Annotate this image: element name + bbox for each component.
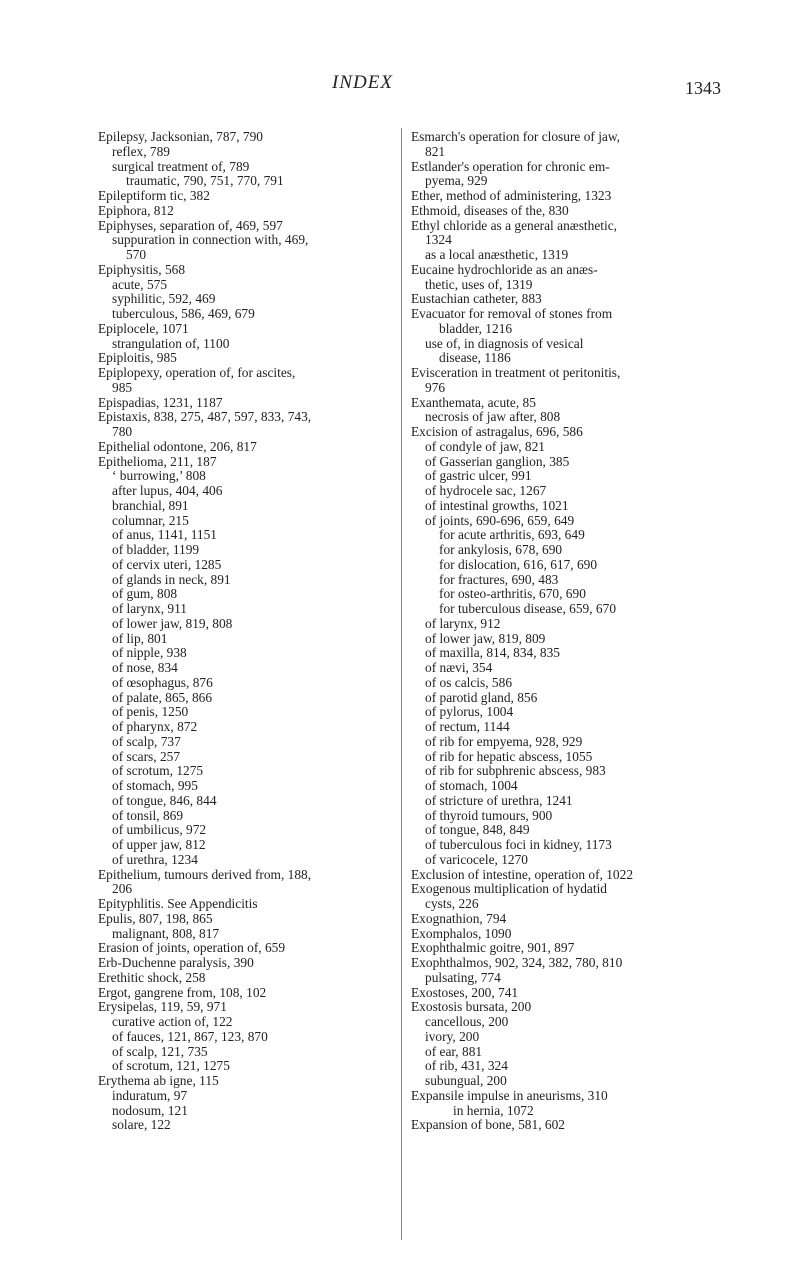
index-subentry: for dislocation, 616, 617, 690 [439, 556, 598, 572]
index-subentry: of rectum, 1144 [425, 719, 510, 734]
index-subentry: malignant, 808, 817 [112, 925, 220, 941]
index-entry: Epithelium, tumours derived from, 188, [98, 866, 312, 882]
index-subentry: for tuberculous disease, 659, 670 [439, 601, 617, 616]
index-subentry: of glands in neck, 891 [112, 571, 231, 587]
index-subentry: of rib for hepatic abscess, 1055 [425, 748, 593, 764]
index-entry: Erasion of joints, operation of, 659 [98, 940, 286, 956]
index-entry: Evacuator for removal of stones from [411, 306, 613, 321]
index-entry: Epileptiform tic, 382 [98, 188, 210, 203]
index-subentry: of nose, 834 [112, 660, 178, 675]
index-entry: Exophthalmic goitre, 901, 897 [411, 940, 575, 956]
index-entry: Epiphysitis, 568 [98, 261, 186, 277]
index-entry: Expansion of bone, 581, 602 [411, 1117, 565, 1133]
index-entry: Erysipelas, 119, 59, 971 [98, 999, 227, 1015]
index-entry: Epulis, 807, 198, 865 [98, 910, 213, 926]
index-subentry: of penis, 1250 [112, 704, 189, 720]
index-subentry: of lower jaw, 819, 809 [425, 630, 546, 646]
index-subentry: thetic, uses of, 1319 [425, 276, 533, 292]
index-subentry: of lower jaw, 819, 808 [112, 615, 233, 631]
index-subentry: acute, 575 [112, 276, 168, 292]
index-subentry: of hydrocele sac, 1267 [425, 483, 547, 498]
index-subentry: of joints, 690-696, 659, 649 [425, 512, 575, 528]
index-entry: Epithelioma, 211, 187 [98, 453, 217, 469]
index-subentry: for acute arthritis, 693, 649 [439, 527, 585, 543]
index-subentry: of nipple, 938 [112, 645, 187, 661]
index-subentry: 780 [112, 424, 133, 439]
index-subentry: surgical treatment of, 789 [112, 158, 250, 174]
index-subentry: of gastric ulcer, 991 [425, 468, 532, 484]
index-subentry: of tonsil, 869 [112, 807, 184, 823]
index-subentry: for fractures, 690, 483 [439, 571, 559, 587]
index-subentry: of os calcis, 586 [425, 674, 513, 690]
index-subentry: of stomach, 995 [112, 778, 198, 793]
index-subentry: of urethra, 1234 [112, 851, 198, 867]
index-subentry: nodosum, 121 [112, 1102, 188, 1118]
index-entry: Exostoses, 200, 741 [411, 984, 519, 1000]
index-subentry: necrosis of jaw after, 808 [425, 409, 561, 425]
index-subentry: of varicocele, 1270 [425, 851, 528, 867]
index-subentry: traumatic, 790, 751, 770, 791 [126, 173, 284, 189]
index-subentry: disease, 1186 [439, 350, 511, 366]
index-subentry: of nævi, 354 [425, 660, 493, 675]
index-subentry: of bladder, 1199 [112, 542, 200, 557]
index-entry: Expansile impulse in aneurisms, 310 [411, 1087, 608, 1103]
index-subentry: suppuration in connection with, 469, [112, 232, 309, 248]
column-divider [401, 128, 402, 1240]
index-subentry: 985 [112, 379, 133, 395]
index-subentry: of upper jaw, 812 [112, 837, 206, 852]
index-subentry: of anus, 1141, 1151 [112, 527, 218, 543]
index-entry: Ether, method of administering, 1323 [411, 188, 612, 203]
index-subentry: of ear, 881 [425, 1043, 483, 1059]
index-entry: Exogenous multiplication of hydatid [411, 881, 607, 897]
index-entry: Esmarch's operation for closure of jaw, [411, 129, 621, 144]
index-subentry: pyema, 929 [425, 173, 488, 189]
index-subentry: of œsophagus, 876 [112, 674, 213, 690]
index-subentry: reflex, 789 [112, 143, 171, 159]
index-subentry: of cervix uteri, 1285 [112, 556, 222, 572]
index-entry: Exanthemata, acute, 85 [411, 394, 536, 410]
index-subentry: ivory, 200 [425, 1028, 480, 1044]
index-subentry: of scalp, 121, 735 [112, 1043, 208, 1059]
index-subentry: of tongue, 848, 849 [425, 822, 530, 838]
index-subentry: of rib for subphrenic abscess, 983 [425, 763, 606, 779]
index-entry: Eucaine hydrochloride as an anæs- [411, 261, 598, 277]
index-subentry: branchial, 891 [112, 497, 189, 513]
index-subentry: of lip, 801 [112, 630, 168, 646]
index-entry: Evisceration in treatment ot peritonitis, [411, 365, 621, 380]
index-subentry: of umbilicus, 972 [112, 822, 207, 838]
index-entry: Exophthalmos, 902, 324, 382, 780, 810 [411, 955, 623, 970]
index-subentry: syphilitic, 592, 469 [112, 291, 216, 307]
index-subentry: of scrotum, 1275 [112, 763, 204, 779]
index-subentry: of intestinal growths, 1021 [425, 497, 569, 513]
index-subentry: 821 [425, 143, 446, 159]
index-entry: Erythema ab igne, 115 [98, 1073, 219, 1088]
index-entry: Eustachian catheter, 883 [411, 291, 542, 307]
index-entry: Estlander's operation for chronic em- [411, 158, 610, 174]
index-entry: Epiphyses, separation of, 469, 597 [98, 217, 283, 233]
index-subentry: as a local anæsthetic, 1319 [425, 247, 569, 262]
index-entry: Epistaxis, 838, 275, 487, 597, 833, 743, [98, 409, 312, 425]
index-entry: Ethyl chloride as a general anæsthetic, [411, 217, 617, 233]
index-subentry: of stomach, 1004 [425, 778, 518, 793]
index-entry: Exostosis bursata, 200 [411, 999, 532, 1015]
index-subentry: solare, 122 [112, 1117, 171, 1133]
index-entry: Epiplopexy, operation of, for ascites, [98, 365, 296, 380]
index-subentry: of pharynx, 872 [112, 719, 198, 734]
index-subentry: tuberculous, 586, 469, 679 [112, 306, 255, 321]
index-entry: Epiphora, 812 [98, 202, 174, 218]
index-subentry: after lupus, 404, 406 [112, 483, 223, 498]
index-column-left [98, 130, 390, 1133]
index-entry: Epiploitis, 985 [98, 350, 177, 366]
index-entry: Epiplocele, 1071 [98, 320, 189, 336]
index-entry: Excision of astragalus, 696, 586 [411, 424, 583, 439]
page-header [0, 72, 800, 112]
index-subentry: 570 [126, 247, 147, 262]
index-subentry: of parotid gland, 856 [425, 689, 538, 705]
index-entry: Ethmoid, diseases of the, 830 [411, 202, 569, 218]
index-subentry: for osteo-arthritis, 670, 690 [439, 586, 586, 602]
index-subentry: of tongue, 846, 844 [112, 792, 217, 808]
index-subentry: for ankylosis, 678, 690 [439, 542, 563, 557]
index-subentry: of rib, 431, 324 [425, 1058, 508, 1074]
index-entry: Epithelial odontone, 206, 817 [98, 438, 257, 454]
index-entry: Epispadias, 1231, 1187 [98, 394, 223, 410]
index-subentry: of rib for empyema, 928, 929 [425, 733, 583, 749]
index-subentry: strangulation of, 1100 [112, 335, 230, 351]
index-subentry: 206 [112, 881, 133, 897]
index-entry: Epilepsy, Jacksonian, 787, 790 [98, 129, 264, 144]
index-subentry: ‘ burrowing,’ 808 [112, 468, 206, 484]
index-subentry: 1324 [425, 232, 452, 248]
page-number: 1343 [685, 78, 721, 98]
running-title: INDEX [332, 72, 393, 93]
index-subentry: of scrotum, 121, 1275 [112, 1058, 230, 1074]
index-entry: Exclusion of intestine, operation of, 1022 [411, 866, 634, 882]
index-entry: Exognathion, 794 [411, 910, 507, 926]
index-subentry: of thyroid tumours, 900 [425, 807, 553, 823]
index-entry: Epityphlitis. See Appendicitis [98, 896, 258, 911]
index-subentry: of larynx, 912 [425, 615, 501, 631]
index-subentry: bladder, 1216 [439, 320, 513, 336]
index-subentry: cancellous, 200 [425, 1014, 509, 1029]
index-entry: Erethitic shock, 258 [98, 969, 206, 985]
index-subentry: of larynx, 911 [112, 601, 187, 616]
index-subentry: of scars, 257 [112, 748, 181, 764]
index-subentry: use of, in diagnosis of vesical [425, 335, 584, 351]
index-column-right [411, 130, 711, 1133]
index-subentry: of pylorus, 1004 [425, 704, 514, 720]
index-subentry: subungual, 200 [425, 1073, 507, 1088]
index-subentry: of condyle of jaw, 821 [425, 438, 545, 454]
index-subentry: of tuberculous foci in kidney, 1173 [425, 837, 612, 852]
index-subentry: of maxilla, 814, 834, 835 [425, 645, 561, 661]
index-subentry: of fauces, 121, 867, 123, 870 [112, 1028, 268, 1044]
index-subentry: of gum, 808 [112, 586, 178, 602]
index-entry: Exomphalos, 1090 [411, 925, 512, 941]
index-subentry: of scalp, 737 [112, 733, 181, 749]
index-subentry: of stricture of urethra, 1241 [425, 792, 573, 808]
index-subentry: columnar, 215 [112, 512, 189, 528]
index-subentry: curative action of, 122 [112, 1014, 233, 1029]
index-subentry: of Gasserian ganglion, 385 [425, 453, 570, 469]
index-subentry: cysts, 226 [425, 896, 479, 911]
index-subentry: 976 [425, 379, 446, 395]
index-entry: Ergot, gangrene from, 108, 102 [98, 984, 267, 1000]
index-subentry: of palate, 865, 866 [112, 689, 213, 705]
index-entry: Erb-Duchenne paralysis, 390 [98, 955, 254, 970]
index-subentry: pulsating, 774 [425, 969, 501, 985]
index-subentry: in hernia, 1072 [453, 1102, 534, 1118]
index-subentry: induratum, 97 [112, 1087, 188, 1103]
